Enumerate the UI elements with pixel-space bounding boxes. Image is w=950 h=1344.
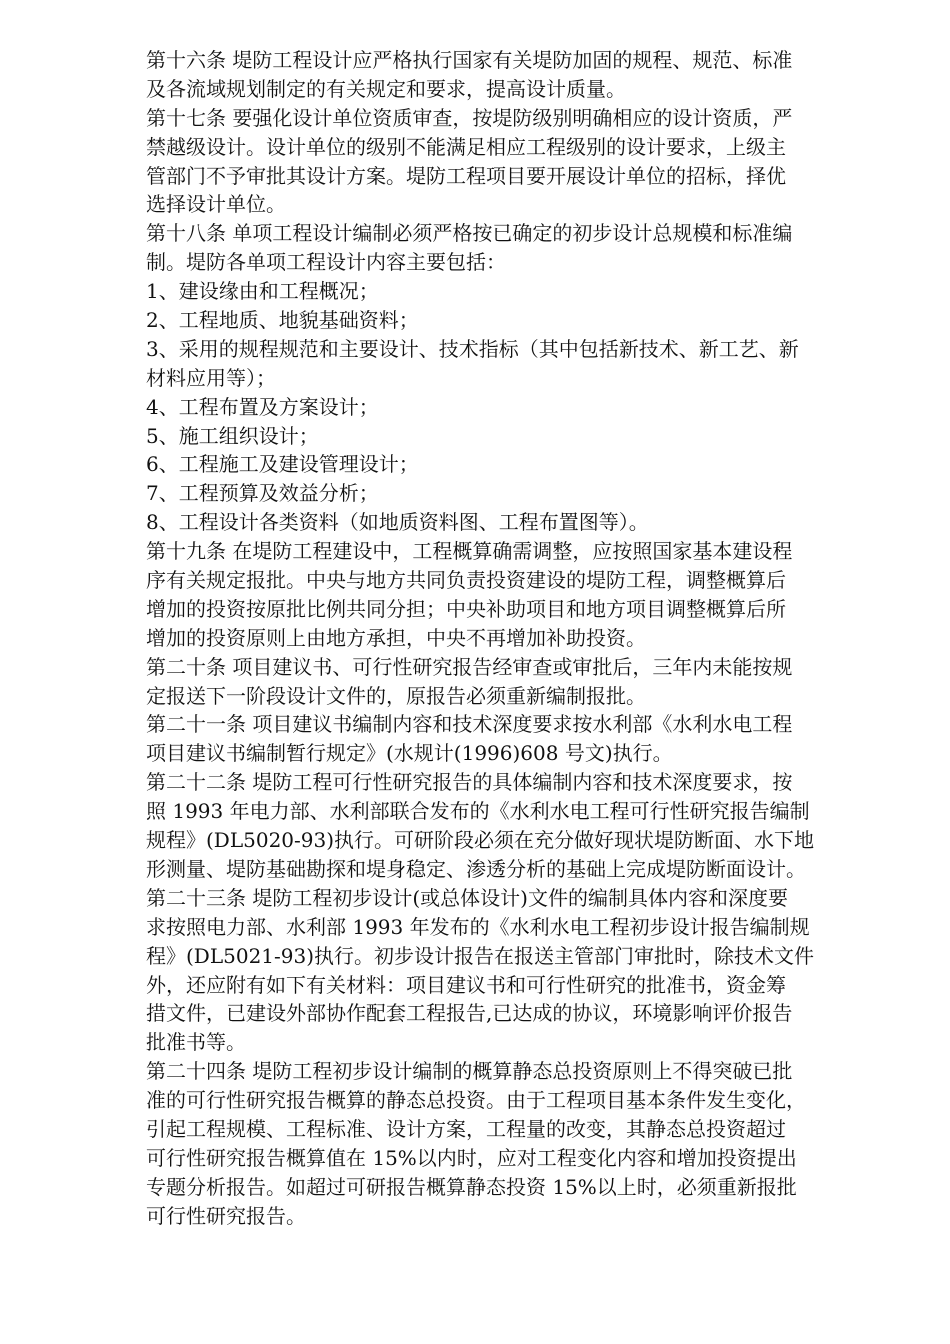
text-line: 准的可行性研究报告概算的静态总投资。由于工程项目基本条件发生变化， (146, 1088, 806, 1113)
text-line: 选择设计单位。 (146, 192, 286, 217)
text-line: 材料应用等）； (146, 365, 276, 390)
text-line: 引起工程规模、工程标准、设计方案，工程量的改变，其静态总投资超过 (146, 1116, 786, 1141)
text-line: 增加的投资原则上由地方承担，中央不再增加补助投资。 (146, 625, 646, 650)
document-body (146, 46, 876, 1231)
text-line: 第二十四条 堤防工程初步设计编制的概算静态总投资原则上不得突破已批 (146, 1059, 793, 1084)
text-line: 第十七条 要强化设计单位资质审查，按堤防级别明确相应的设计资质，严 (146, 105, 793, 130)
text-line: 外，还应附有如下有关材料：项目建议书和可行性研究的批准书，资金筹 (146, 972, 786, 997)
text-line: 制。堤防各单项工程设计内容主要包括： (146, 250, 506, 275)
text-line: 第十九条 在堤防工程建设中，工程概算确需调整，应按照国家基本建设程 (146, 539, 793, 564)
text-line: 第十六条 堤防工程设计应严格执行国家有关堤防加固的规程、规范、标准 (146, 48, 793, 72)
text-line: 3、采用的规程规范和主要设计、技术指标（其中包括新技术、新工艺、新 (146, 336, 799, 361)
text-line: 2、工程地质、地貌基础资料； (146, 308, 419, 333)
text-line: 禁越级设计。设计单位的级别不能满足相应工程级别的设计要求，上级主 (146, 134, 786, 159)
text-line: 序有关规定报批。中央与地方共同负责投资建设的堤防工程，调整概算后 (146, 568, 786, 593)
text-line: 措文件，已建设外部协作配套工程报告,已达成的协议，环境影响评价报告 (146, 1001, 793, 1026)
text-line: 批准书等。 (146, 1030, 246, 1055)
text-line: 1、建设缘由和工程概况； (146, 279, 379, 304)
text-line: 第二十条 项目建议书、可行性研究报告经审查或审批后，三年内未能按规 (146, 654, 793, 679)
text-line: 及各流域规划制定的有关规定和要求，提高设计质量。 (146, 76, 626, 101)
text-line: 增加的投资按原批比例共同分担；中央补助项目和地方项目调整概算后所 (146, 596, 786, 621)
text-line: 6、工程施工及建设管理设计； (146, 452, 419, 477)
text-line: 第十八条 单项工程设计编制必须严格按已确定的初步设计总规模和标准编 (146, 221, 793, 246)
text-line: 求按照电力部、水利部 1993 年发布的《水利水电工程初步设计报告编制规 (146, 914, 810, 939)
text-line: 程》(DL5021-93)执行。初步设计报告在报送主管部门审批时，除技术文件 (146, 943, 815, 968)
text-line: 专题分析报告。如超过可研报告概算静态投资 15%以上时，必须重新报批 (146, 1174, 797, 1199)
text-line: 8、工程设计各类资料（如地质资料图、工程布置图等）。 (146, 510, 649, 535)
text-line: 定报送下一阶段设计文件的，原报告必须重新编制报批。 (146, 683, 646, 708)
text-line: 形测量、堤防基础勘探和堤身稳定、渗透分析的基础上完成堤防断面设计。 (146, 856, 806, 881)
text-line: 5、施工组织设计； (146, 423, 319, 448)
text-line: 项目建议书编制暂行规定》(水规计(1996)608 号文)执行。 (146, 741, 673, 766)
text-line: 4、工程布置及方案设计； (146, 394, 379, 419)
text-line: 第二十一条 项目建议书编制内容和技术深度要求按水利部《水利水电工程 (146, 712, 793, 737)
text-line: 可行性研究报告概算值在 15%以内时，应对工程变化内容和增加投资提出 (146, 1145, 797, 1170)
text-line: 可行性研究报告。 (146, 1203, 306, 1228)
text-line: 照 1993 年电力部、水利部联合发布的《水利水电工程可行性研究报告编制 (146, 799, 810, 824)
text-line: 第二十二条 堤防工程可行性研究报告的具体编制内容和技术深度要求，按 (146, 770, 793, 795)
text-line: 管部门不予审批其设计方案。堤防工程项目要开展设计单位的招标，择优 (146, 163, 786, 188)
text-line: 7、工程预算及效益分析； (146, 481, 379, 506)
text-line: 规程》(DL5020-93)执行。可研阶段必须在充分做好现状堤防断面、水下地 (146, 828, 815, 853)
text-line: 第二十三条 堤防工程初步设计(或总体设计)文件的编制具体内容和深度要 (146, 885, 788, 910)
